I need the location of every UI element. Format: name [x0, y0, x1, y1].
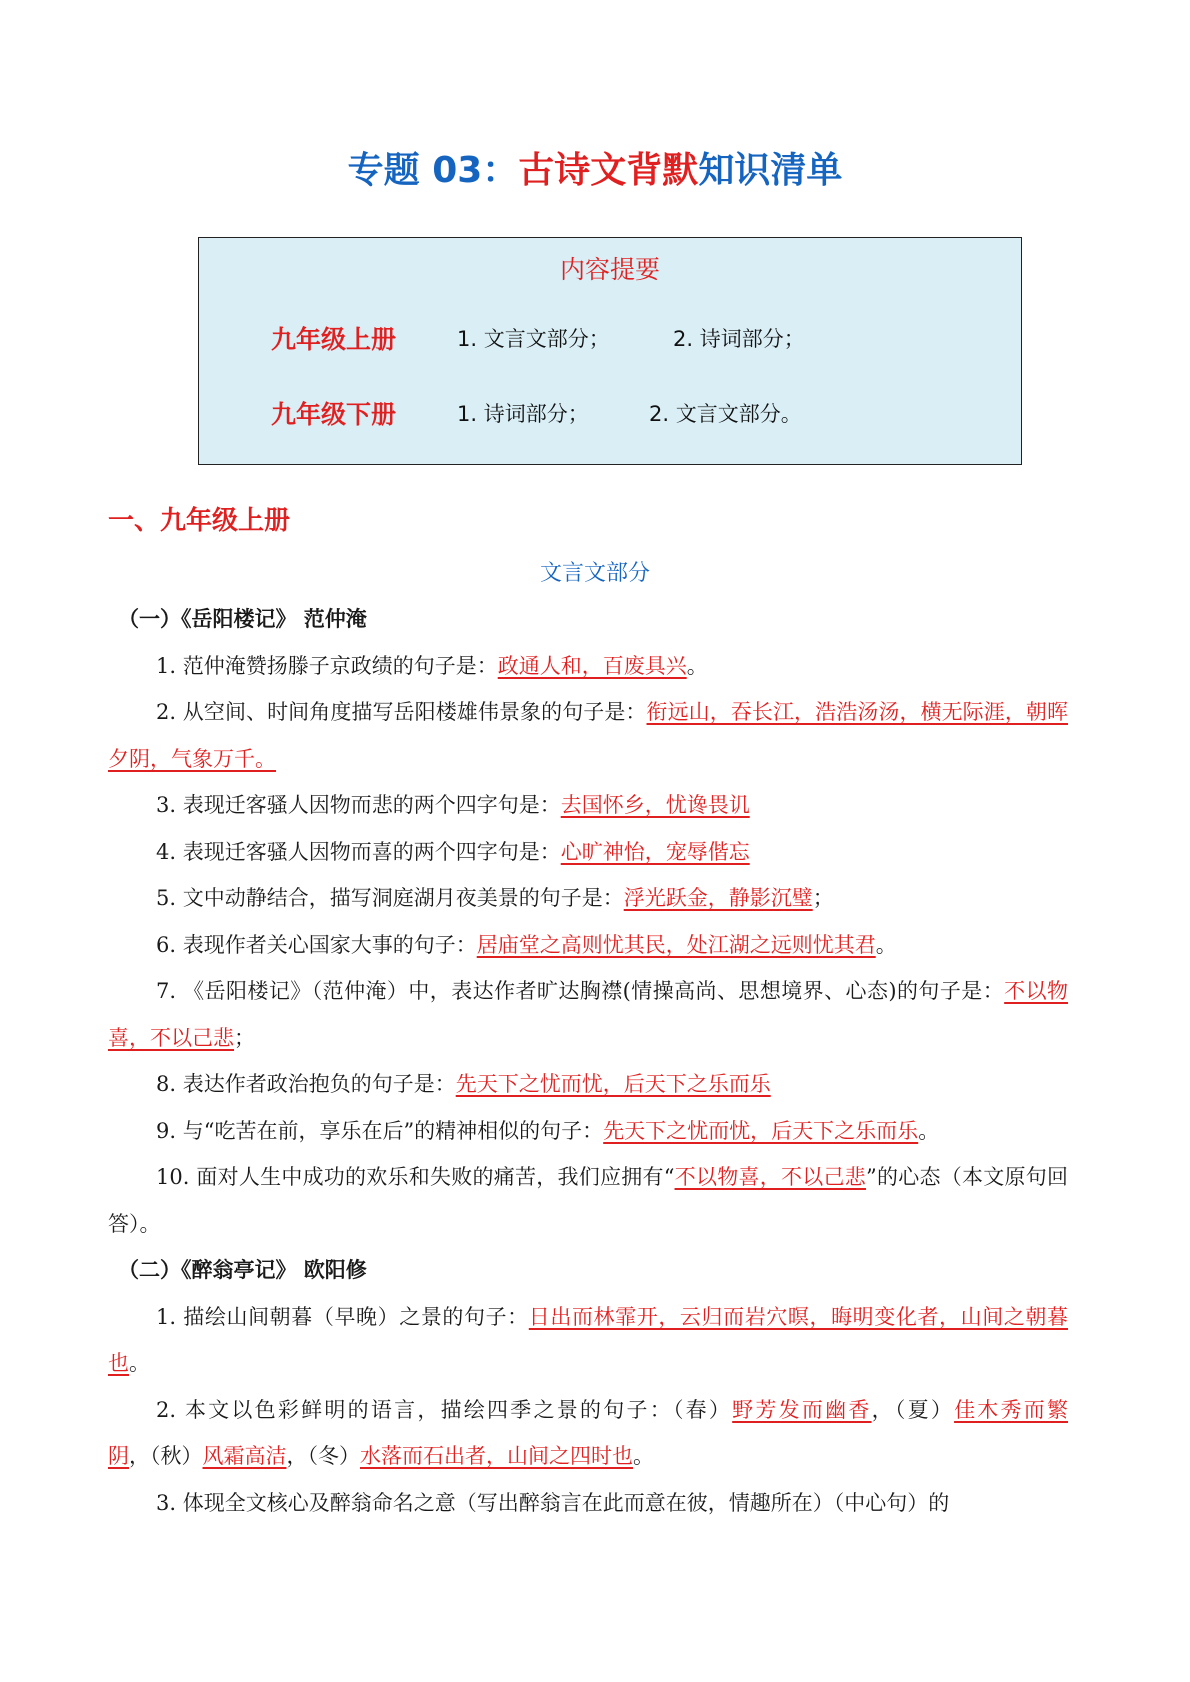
- question-item: [108, 829, 1068, 876]
- question-tail: ”的心态（本文原句回答）。: [108, 1165, 1068, 1236]
- summary-grade: 九年级上册: [271, 325, 397, 354]
- question-item: [108, 1154, 1068, 1247]
- question-text: ，（秋）: [129, 1444, 203, 1468]
- question-text: 1. 描绘山间朝暮（早晚）之景的句子：: [156, 1304, 529, 1329]
- answer-text: 浮光跃金，静影沉璧: [623, 886, 813, 910]
- question-item: [108, 968, 1068, 1061]
- question-text: 2. 本文以色彩鲜明的语言，描绘四季之景的句子：（春）: [156, 1397, 733, 1422]
- question-item: [108, 1108, 1068, 1155]
- summary-item: 1. 文言文部分；: [457, 327, 610, 351]
- question-text: 4. 表现迁客骚人因物而喜的两个四字句是：: [156, 839, 561, 864]
- summary-row-grade9-vol2: [271, 395, 802, 431]
- text-heading: （一）《岳阳楼记》 范仲淹: [118, 606, 367, 631]
- answer-text: 衔远山，吞长江，浩浩汤汤，横无际涯，朝晖夕阴，气象万千。: [108, 700, 1068, 771]
- answer-text: 去国怀乡，忧谗畏讥: [560, 793, 750, 817]
- question-item: [108, 1387, 1068, 1480]
- summary-item: 2. 文言文部分。: [649, 402, 802, 426]
- question-tail: 。: [686, 653, 708, 678]
- answer-text: 不以物喜，不以己悲: [108, 979, 1069, 1050]
- answer-text: 日出而林霏开，云归而岩穴暝，晦明变化者，山间之朝暮也: [108, 1304, 1068, 1375]
- subsection-heading: 文言文部分: [539, 561, 650, 586]
- question-tail: 。: [129, 1351, 150, 1375]
- question-item: [108, 922, 1068, 969]
- question-tail: 。: [918, 1118, 940, 1143]
- question-text: 7. 《岳阳楼记》（范仲淹）中，表达作者旷达胸襟(情操高尚、思想境界、心态)的句子是：: [156, 979, 1005, 1003]
- section-heading: 一、九年级上册: [108, 506, 291, 536]
- question-item: [108, 1480, 1068, 1527]
- answer-text: 居庙堂之高则忧其民，处江湖之远则忧其君: [476, 932, 876, 957]
- summary-row-grade9-vol1: [271, 320, 805, 356]
- question-text: ，（夏）: [871, 1397, 955, 1422]
- text-heading: （二）《醉翁亭记》 欧阳修: [118, 1257, 367, 1282]
- answer-text: 先天下之忧而忧，后天下之乐而乐: [603, 1118, 919, 1143]
- question-tail: ；: [234, 1025, 255, 1050]
- question-text: 3. 表现迁客骚人因物而悲的两个四字句是：: [156, 793, 561, 817]
- question-item: [108, 782, 1068, 829]
- question-item: [108, 689, 1068, 782]
- question-item: [108, 643, 1068, 690]
- question-text: 6. 表现作者关心国家大事的句子：: [156, 932, 477, 957]
- question-text: 10. 面对人生中成功的欢乐和失败的痛苦，我们应拥有“: [156, 1165, 675, 1189]
- answer-text: 政通人和，百废具兴: [497, 653, 687, 678]
- page-title: [0, 142, 1190, 193]
- question-item: [108, 1294, 1068, 1387]
- question-text: 3. 体现全文核心及醉翁命名之意（写出醉翁言在此而意在彼，情趣所在）（中心句）的: [156, 1490, 950, 1515]
- question-text: ，（冬）: [286, 1444, 360, 1468]
- summary-heading: 内容提要: [559, 255, 660, 284]
- answer-text: 心旷神怡，宠辱偕忘: [560, 839, 750, 864]
- summary-box: [198, 237, 1022, 465]
- answer-text: 不以物喜，不以己悲: [674, 1165, 867, 1189]
- question-tail: 。: [633, 1444, 654, 1468]
- question-text: 9. 与“吃苦在前，享乐在后”的精神相似的句子：: [156, 1118, 604, 1143]
- question-tail: 。: [875, 932, 897, 957]
- summary-item: 2. 诗词部分；: [673, 327, 805, 351]
- question-text: 1. 范仲淹赞扬滕子京政绩的句子是：: [156, 653, 498, 678]
- summary-item: 1. 诗词部分；: [457, 402, 589, 426]
- question-item: [108, 875, 1068, 922]
- answer-text: 水落而石出者，山间之四时也: [360, 1444, 633, 1468]
- answer-text: 野芳发而幽香: [732, 1397, 872, 1422]
- question-tail: ；: [812, 886, 834, 910]
- answer-text: 风霜高洁: [202, 1444, 287, 1468]
- summary-grade: 九年级下册: [271, 400, 397, 429]
- content-body: [108, 596, 1068, 1526]
- title-part-3: 知识清单: [698, 150, 843, 191]
- answer-text: 先天下之忧而忧，后天下之乐而乐: [455, 1072, 771, 1096]
- title-part-2: 古诗文背默: [518, 150, 699, 191]
- question-item: [108, 1061, 1068, 1108]
- question-text: 5. 文中动静结合，描写洞庭湖月夜美景的句子是：: [156, 886, 624, 910]
- answer-text: 佳木秀而繁阴: [108, 1397, 1069, 1468]
- question-text: 2. 从空间、时间角度描写岳阳楼雄伟景象的句子是：: [156, 700, 647, 724]
- title-part-1: 专题 03：: [347, 150, 519, 191]
- question-text: 8. 表达作者政治抱负的句子是：: [156, 1072, 456, 1096]
